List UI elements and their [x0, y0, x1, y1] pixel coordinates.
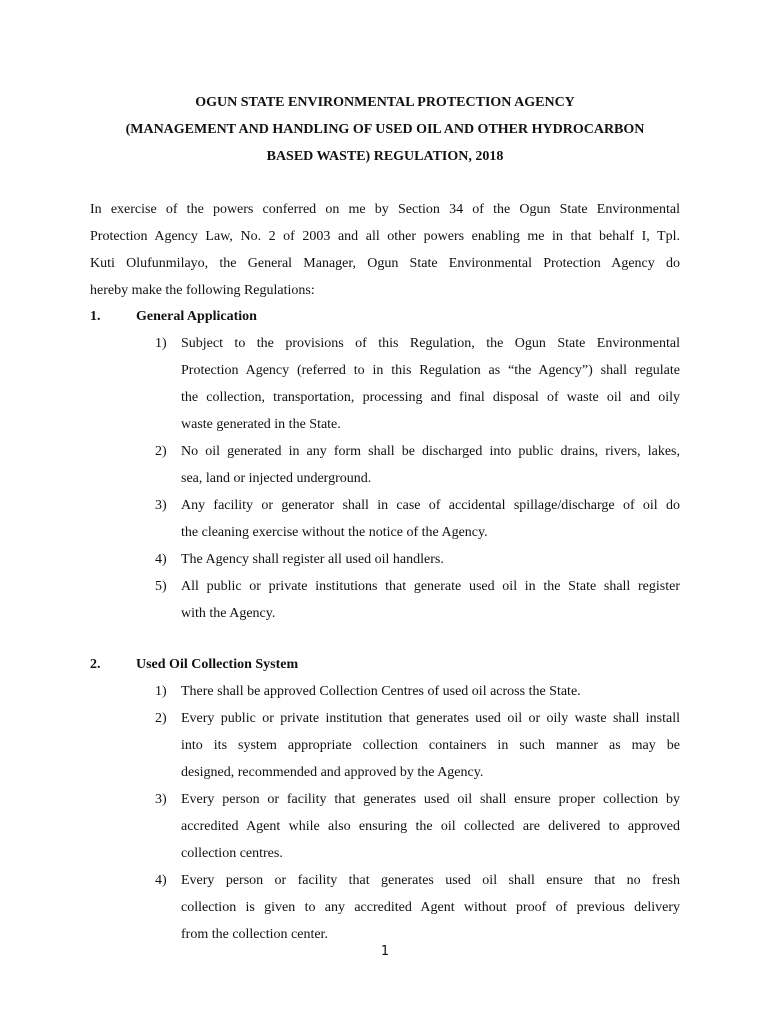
title-line: (MANAGEMENT AND HANDLING OF USED OIL AND OTHER HYDROCARBON — [125, 122, 645, 137]
item-line: Every person or facility that generates used oil shall ensure that no fresh — [181, 873, 680, 888]
item-number: 3) — [155, 792, 167, 807]
item-line: designed, recommended and approved by the Agency. — [181, 765, 484, 780]
item-line: the cleaning exercise without the notice of the Agency. — [181, 525, 488, 540]
document-title — [90, 89, 680, 170]
item-line: sea, land or injected underground. — [181, 471, 372, 486]
section-heading-used-oil-collection-system — [90, 651, 298, 678]
item-number: 2) — [155, 444, 167, 459]
item-line: the collection, transportation, processing and final disposal of waste oil and oily — [181, 390, 680, 405]
section-2-items — [155, 678, 680, 948]
list-item — [155, 546, 680, 573]
item-line: Protection Agency (referred to in this Regulation as “the Agency”) shall regulate — [181, 363, 680, 378]
list-item — [155, 705, 680, 786]
title-line: OGUN STATE ENVIRONMENTAL PROTECTION AGENCY — [195, 95, 575, 110]
item-line: collection centres. — [181, 846, 283, 861]
section-title: Used Oil Collection System — [136, 657, 299, 672]
intro-line: In exercise of the powers conferred on me by Section 34 of the Ogun State Environmental — [90, 202, 680, 217]
item-line: The Agency shall register all used oil handlers. — [181, 552, 444, 567]
item-number: 1) — [155, 336, 167, 351]
item-line: with the Agency. — [181, 606, 276, 621]
item-line: Every public or private institution that generates used oil or oily waste shall install — [181, 711, 680, 726]
item-number: 4) — [155, 552, 167, 567]
intro-line: hereby make the following Regulations: — [90, 283, 315, 298]
list-item — [155, 678, 680, 705]
list-item — [155, 330, 680, 438]
list-item — [155, 786, 680, 867]
list-item — [155, 492, 680, 546]
item-line: waste generated in the State. — [181, 417, 341, 432]
section-title: General Application — [136, 309, 257, 324]
item-line: Every person or facility that generates used oil shall ensure proper collection by — [181, 792, 680, 807]
item-number: 4) — [155, 873, 167, 888]
list-item — [155, 438, 680, 492]
section-heading-general-application — [90, 303, 257, 330]
page-number: 1 — [380, 944, 390, 959]
item-line: collection is given to any accredited Agent without proof of previous delivery — [181, 900, 680, 915]
intro-line: Protection Agency Law, No. 2 of 2003 and all other powers enabling me in that behalf I, Tpl. — [90, 229, 680, 244]
section-1-items — [155, 330, 680, 627]
item-number: 5) — [155, 579, 167, 594]
section-number: 1. — [90, 309, 101, 324]
list-item — [155, 573, 680, 627]
item-number: 1) — [155, 684, 167, 699]
item-line: All public or private institutions that generate used oil in the State shall register — [181, 579, 680, 594]
item-line: accredited Agent while also ensuring the oil collected are delivered to approved — [181, 819, 680, 834]
item-line: into its system appropriate collection containers in such manner as may be — [181, 738, 680, 753]
item-number: 3) — [155, 498, 167, 513]
item-line: Any facility or generator shall in case of accidental spillage/discharge of oil do — [181, 498, 680, 513]
intro-line: Kuti Olufunmilayo, the General Manager, Ogun State Environmental Protection Agency do — [90, 256, 680, 271]
item-line: No oil generated in any form shall be discharged into public drains, rivers, lakes, — [181, 444, 680, 459]
item-number: 2) — [155, 711, 167, 726]
list-item — [155, 867, 680, 948]
intro-paragraph — [90, 196, 680, 304]
item-line: There shall be approved Collection Centres of used oil across the State. — [181, 684, 581, 699]
section-number: 2. — [90, 657, 101, 672]
item-line: from the collection center. — [181, 927, 328, 942]
item-line: Subject to the provisions of this Regulation, the Ogun State Environmental — [181, 336, 680, 351]
title-line: BASED WASTE) REGULATION, 2018 — [266, 149, 504, 164]
